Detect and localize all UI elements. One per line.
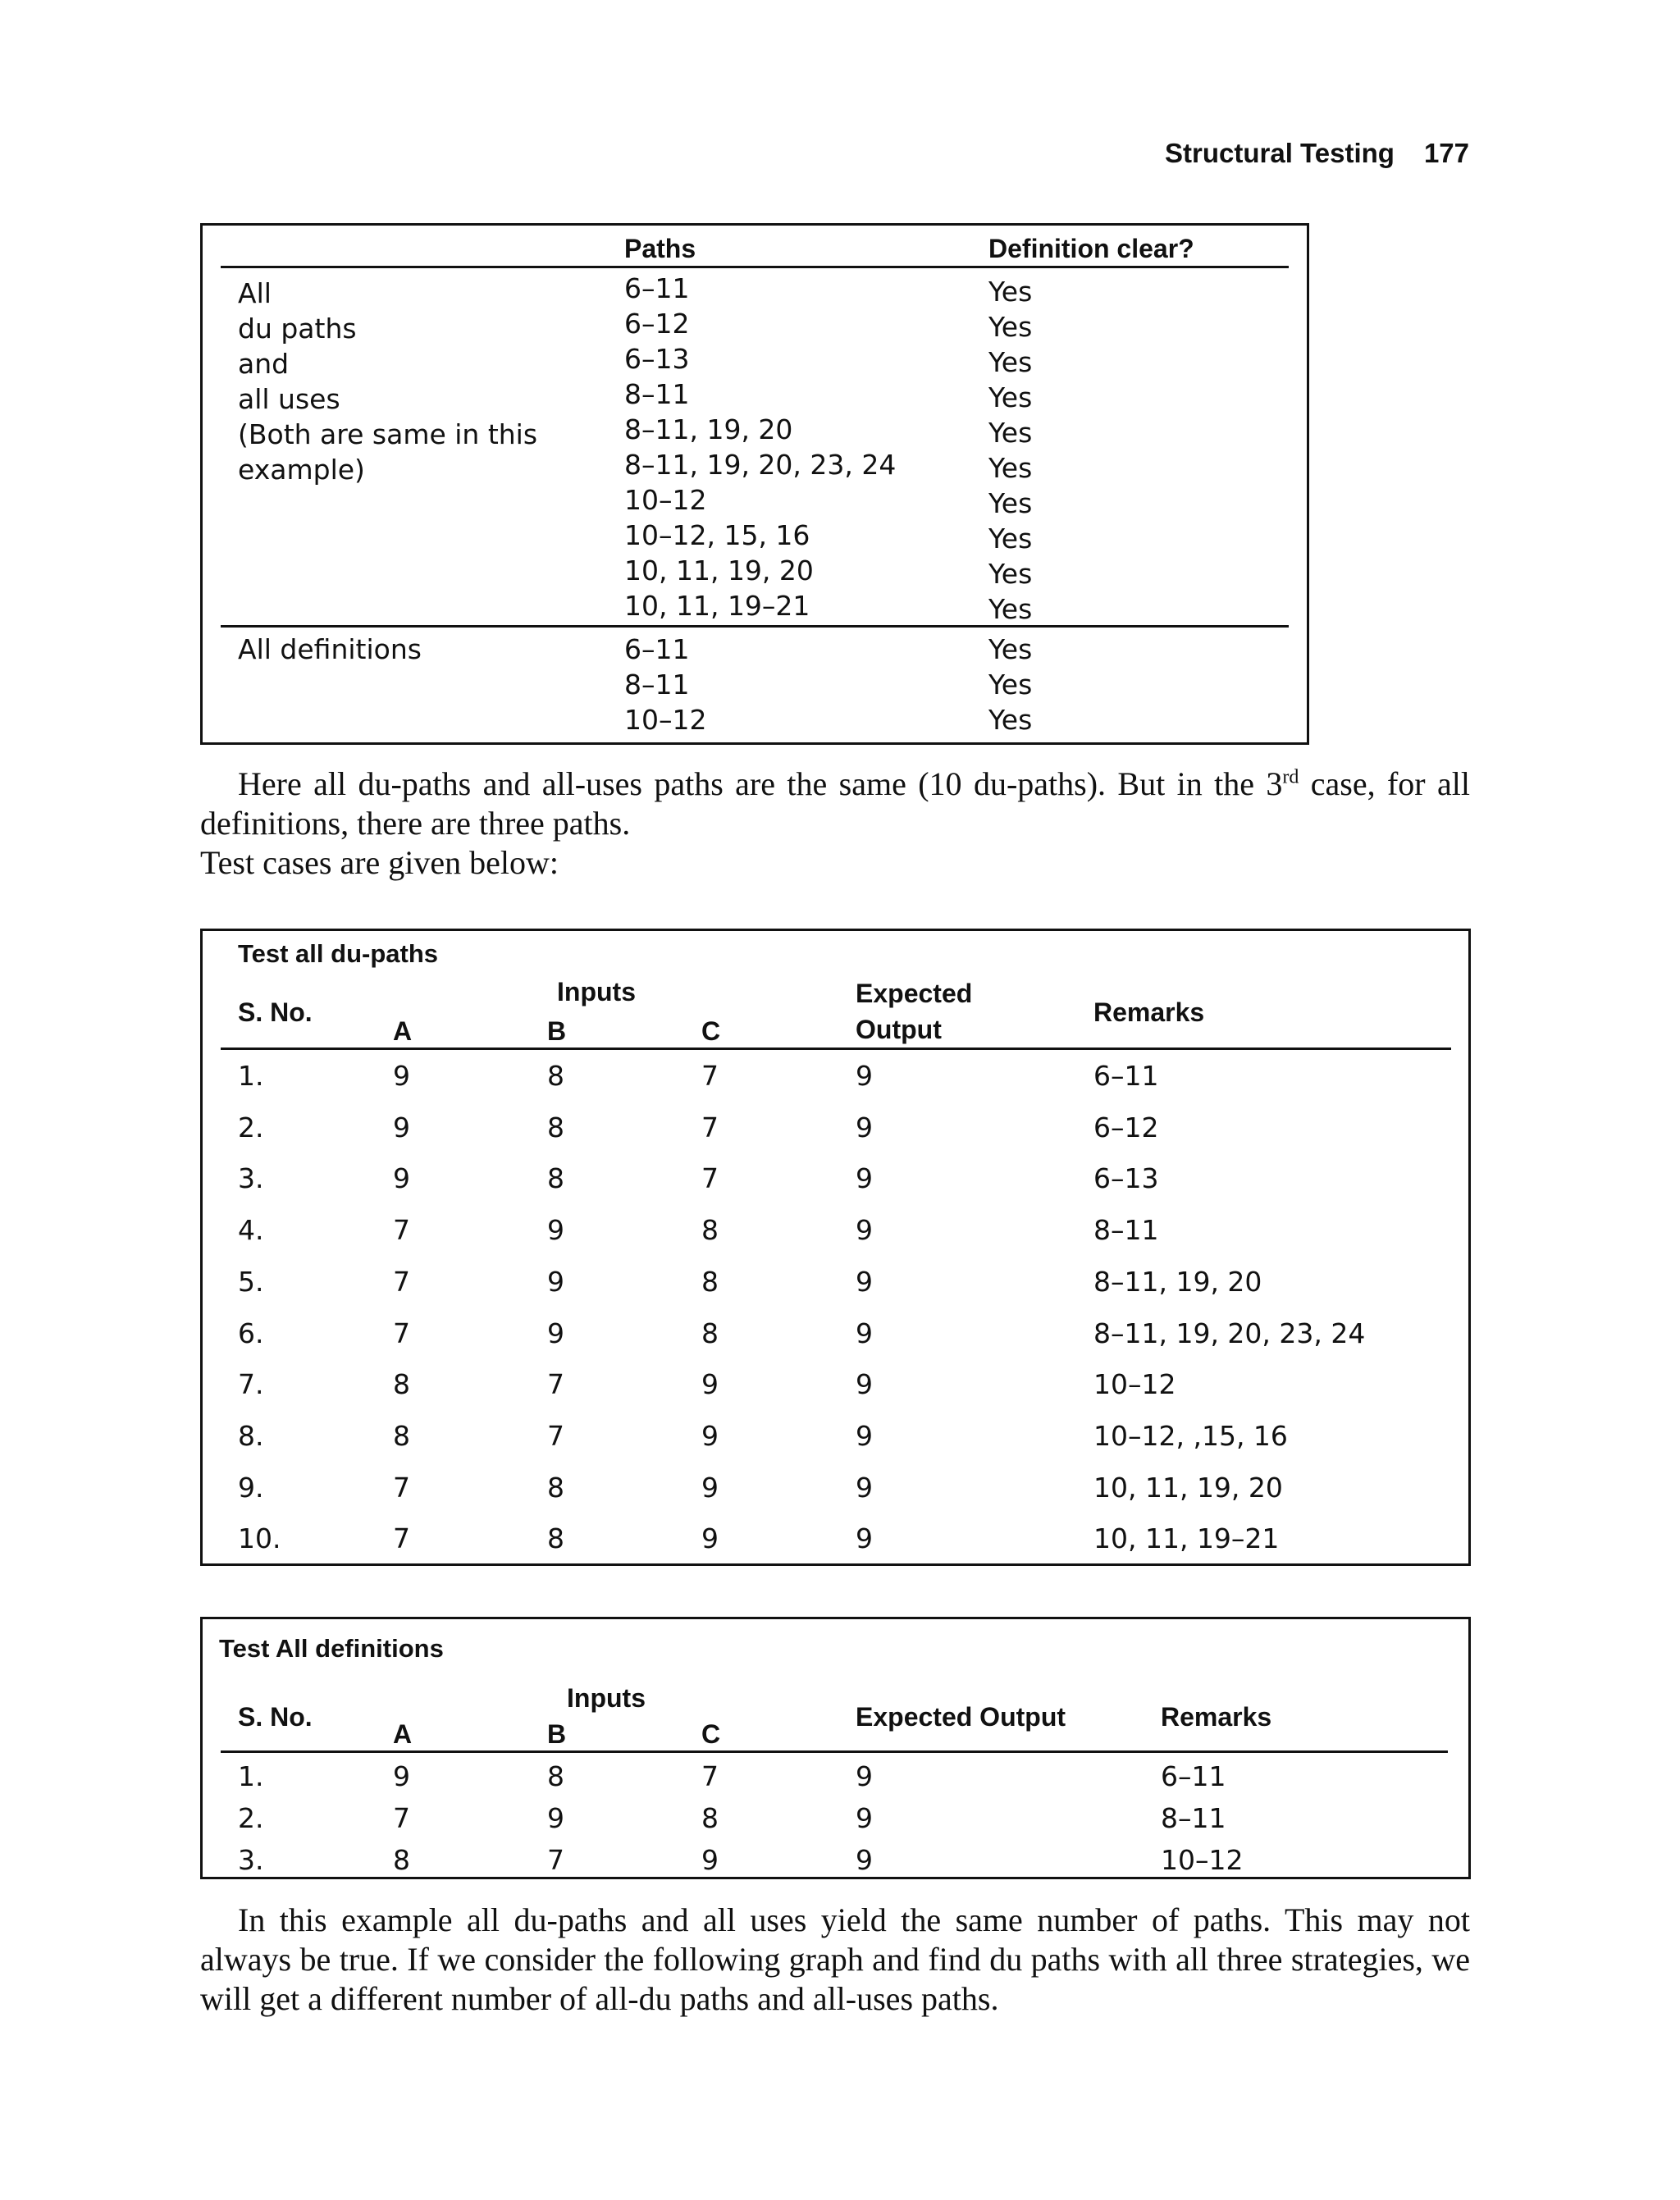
col-header-output: Output [856,1015,942,1044]
input-a-cell: 7 [393,1802,410,1834]
text-span: Here all du-paths and all-uses paths are the same (10 du-paths). But in the 3 [238,765,1283,802]
remarks-cell: 6–12 [1093,1111,1159,1143]
page-number: 177 [1423,138,1469,168]
expected-output-cell: 9 [856,1317,873,1349]
definition-clear-cell: Yes [988,276,1033,308]
test-all-du-paths-table [200,929,1471,1566]
input-a-cell: 9 [393,1760,410,1792]
expected-output-cell: 9 [856,1760,873,1792]
expected-output-cell: 9 [856,1844,873,1876]
col-header-remarks: Remarks [1161,1702,1272,1732]
header-rule [221,266,1289,268]
remarks-cell: 8–11 [1161,1802,1226,1834]
definition-clear-cell: Yes [988,558,1033,590]
path-cell: 10–12 [624,704,707,736]
header-rule [221,1750,1448,1753]
input-a-cell: 9 [393,1162,410,1195]
du-paths-table [200,223,1309,745]
path-cell: 8–11 [624,669,690,701]
col-header-expected: Expected [856,979,973,1008]
closing-paragraph [200,1901,1470,2019]
path-cell: 10–12 [624,484,707,516]
col-header-remarks: Remarks [1093,997,1205,1027]
group-label-line: and [238,348,290,380]
definition-clear-cell: Yes [988,417,1033,449]
expected-output-cell: 9 [856,1111,873,1143]
input-b-cell: 8 [547,1522,564,1555]
col-header-inputs: Inputs [567,1683,646,1713]
definition-clear-cell: Yes [988,669,1033,701]
sno-cell: 7. [238,1368,264,1401]
col-header-paths: Paths [624,234,696,263]
sno-cell: 1. [238,1060,264,1092]
col-header-definition-clear: Definition clear? [988,234,1194,263]
sno-cell: 2. [238,1802,264,1834]
expected-output-cell: 9 [856,1060,873,1092]
input-b-cell: 8 [547,1111,564,1143]
col-header-expected-output: Expected Output [856,1702,1066,1732]
sno-cell: 10. [238,1522,281,1555]
path-cell: 10, 11, 19–21 [624,590,810,622]
sno-cell: 8. [238,1419,264,1452]
remarks-cell: 6–11 [1093,1060,1159,1092]
remarks-cell: 10, 11, 19–21 [1093,1522,1280,1555]
expected-output-cell: 9 [856,1162,873,1195]
remarks-cell: 6–11 [1161,1760,1226,1792]
input-b-cell: 7 [547,1368,564,1401]
expected-output-cell: 9 [856,1419,873,1452]
sno-cell: 3. [238,1162,264,1195]
definition-clear-cell: Yes [988,704,1033,736]
input-a-cell: 8 [393,1419,410,1452]
path-cell: 8–11, 19, 20 [624,413,793,445]
definition-clear-cell: Yes [988,452,1033,484]
input-b-cell: 9 [547,1317,564,1349]
input-a-cell: 7 [393,1522,410,1555]
sno-cell: 2. [238,1111,264,1143]
text-span: case, for all definitions, there are three paths. [200,765,1471,842]
path-cell: 6–13 [624,343,690,375]
input-b-cell: 7 [547,1844,564,1876]
group-label-all-definitions: All definitions [238,633,422,665]
input-a-cell: 9 [393,1111,410,1143]
input-c-cell: 9 [701,1522,719,1555]
col-header-b: B [547,1016,567,1046]
table-title: Test All definitions [219,1634,444,1663]
input-a-cell: 7 [393,1471,410,1504]
table-title: Test all du-paths [238,939,439,968]
definition-clear-cell: Yes [988,381,1033,413]
input-b-cell: 8 [547,1760,564,1792]
input-c-cell: 8 [701,1317,719,1349]
definition-clear-cell: Yes [988,633,1033,665]
input-a-cell: 7 [393,1265,410,1298]
expected-output-cell: 9 [856,1214,873,1247]
remarks-cell: 6–13 [1093,1162,1159,1195]
test-all-definitions-table [200,1617,1471,1879]
col-header-a: A [393,1016,413,1046]
input-b-cell: 7 [547,1419,564,1452]
input-b-cell: 9 [547,1214,564,1247]
input-c-cell: 9 [701,1471,719,1504]
remarks-cell: 10–12 [1093,1368,1176,1401]
sno-cell: 4. [238,1214,264,1247]
input-b-cell: 8 [547,1162,564,1195]
input-a-cell: 8 [393,1844,410,1876]
remarks-cell: 8–11 [1093,1214,1159,1247]
col-header-sno: S. No. [238,997,313,1027]
path-cell: 8–11 [624,378,690,410]
path-cell: 6–11 [624,272,690,304]
intro-paragraph [200,765,1470,883]
input-c-cell: 9 [701,1844,719,1876]
input-c-cell: 9 [701,1368,719,1401]
input-c-cell: 7 [701,1111,719,1143]
group-label-line: example) [238,454,365,486]
sno-cell: 3. [238,1844,264,1876]
paragraph-text: In this example all du-paths and all uses yield the same number of paths. This may not always be true. If we consider the following graph and find du paths with all three strategies, we will get a different number of all-du paths and all-uses paths. [200,1901,1470,2017]
group-label-line: all uses [238,383,340,415]
input-b-cell: 9 [547,1265,564,1298]
input-b-cell: 8 [547,1471,564,1504]
input-a-cell: 7 [393,1214,410,1247]
sno-cell: 1. [238,1760,264,1792]
path-cell: 6–12 [624,308,690,340]
col-header-c: C [701,1016,721,1046]
definition-clear-cell: Yes [988,311,1033,343]
sno-cell: 9. [238,1471,264,1504]
definition-clear-cell: Yes [988,523,1033,555]
expected-output-cell: 9 [856,1265,873,1298]
col-header-sno: S. No. [238,1702,313,1732]
path-cell: 10, 11, 19, 20 [624,555,814,587]
expected-output-cell: 9 [856,1368,873,1401]
input-a-cell: 9 [393,1060,410,1092]
input-b-cell: 9 [547,1802,564,1834]
path-cell: 8–11, 19, 20, 23, 24 [624,449,897,481]
remarks-cell: 10–12, ,15, 16 [1093,1419,1288,1452]
input-c-cell: 9 [701,1419,719,1452]
input-c-cell: 7 [701,1162,719,1195]
col-header-b: B [547,1719,567,1749]
input-c-cell: 8 [701,1265,719,1298]
remarks-cell: 10, 11, 19, 20 [1093,1471,1283,1504]
superscript: rd [1282,766,1299,788]
expected-output-cell: 9 [856,1522,873,1555]
col-header-c: C [701,1719,721,1749]
group-label-line: (Both are same in this [238,418,538,450]
remarks-cell: 8–11, 19, 20, 23, 24 [1093,1317,1366,1349]
remarks-cell: 8–11, 19, 20 [1093,1265,1262,1298]
input-b-cell: 8 [547,1060,564,1092]
definition-clear-cell: Yes [988,593,1033,625]
definition-clear-cell: Yes [988,346,1033,378]
definition-clear-cell: Yes [988,487,1033,519]
path-cell: 6–11 [624,633,690,665]
sno-cell: 5. [238,1265,264,1298]
input-c-cell: 8 [701,1214,719,1247]
paragraph-line: Test cases are given below: [200,844,559,881]
col-header-inputs: Inputs [557,977,636,1006]
group-label-line: du paths [238,313,357,345]
remarks-cell: 10–12 [1161,1844,1244,1876]
input-a-cell: 8 [393,1368,410,1401]
group-divider-rule [221,625,1289,628]
section-title: Structural Testing [1165,138,1395,168]
input-c-cell: 8 [701,1802,719,1834]
input-c-cell: 7 [701,1760,719,1792]
header-rule [221,1048,1451,1050]
sno-cell: 6. [238,1317,264,1349]
col-header-a: A [393,1719,413,1749]
input-c-cell: 7 [701,1060,719,1092]
input-a-cell: 7 [393,1317,410,1349]
paragraph-line [200,765,1470,843]
expected-output-cell: 9 [856,1802,873,1834]
group-label-line: All [238,277,272,309]
expected-output-cell: 9 [856,1471,873,1504]
path-cell: 10–12, 15, 16 [624,519,810,551]
running-header [1165,138,1469,169]
